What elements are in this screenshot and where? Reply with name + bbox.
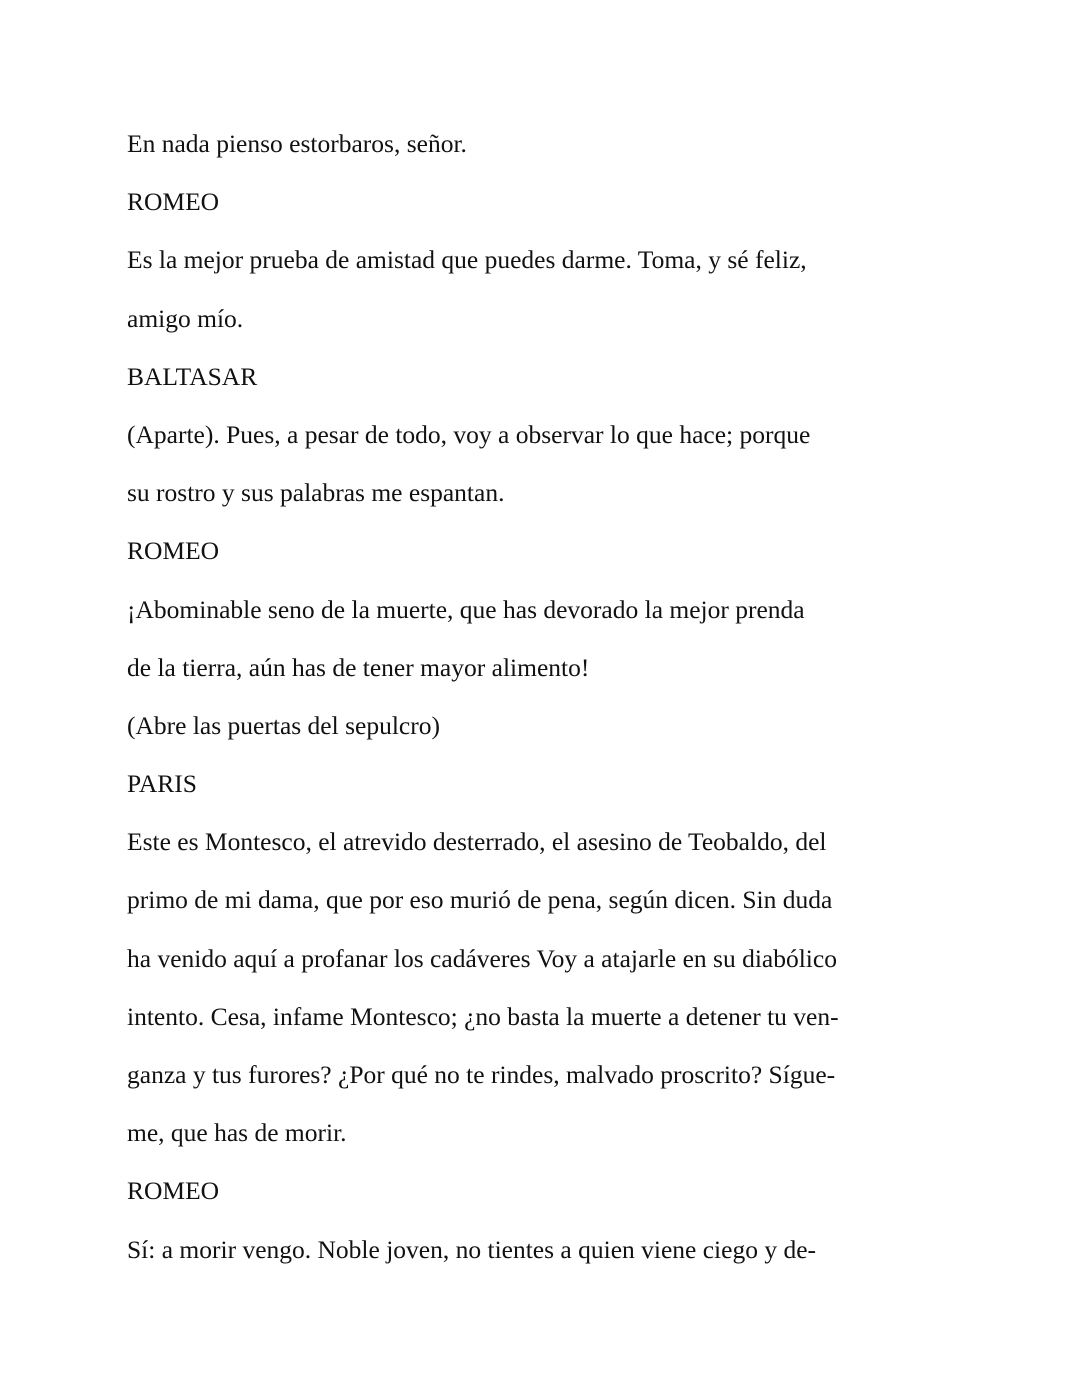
- stage-direction: (Abre las puertas del sepulcro): [127, 710, 440, 740]
- dialogue-line: Es la mejor prueba de amistad que puedes darme. Toma, y sé feliz,: [127, 245, 807, 275]
- dialogue-line: ha venido aquí a profanar los cadáveres Voy a atajarle en su diabólico: [127, 943, 837, 973]
- dialogue-line: de la tierra, aún has de tener mayor alimento!: [127, 652, 590, 682]
- speaker-name: PARIS: [127, 769, 197, 799]
- dialogue-line: ¡Abominable seno de la muerte, que has devorado la mejor prenda: [127, 594, 805, 624]
- dialogue-line: Sí: a morir vengo. Noble joven, no tientes a quien viene ciego y de-: [127, 1234, 817, 1264]
- speaker-name: ROMEO: [127, 1176, 220, 1206]
- speaker-name: BALTASAR: [127, 361, 258, 391]
- dialogue-line: amigo mío.: [127, 303, 244, 333]
- dialogue-line: En nada pienso estorbaros, señor.: [127, 129, 467, 158]
- dialogue-line: intento. Cesa, infame Montesco; ¿no basta la muerte a detener tu ven-: [127, 1001, 839, 1031]
- speaker-name: ROMEO: [127, 536, 220, 566]
- text-column: [127, 120, 907, 1284]
- dialogue-line: me, que has de morir.: [127, 1118, 347, 1148]
- speaker-name: ROMEO: [127, 187, 220, 217]
- dialogue-line: primo de mi dama, que por eso murió de pena, según dicen. Sin duda: [127, 885, 833, 915]
- dialogue-line: ganza y tus furores? ¿Por qué no te rindes, malvado proscrito? Sígue-: [127, 1060, 836, 1089]
- dialogue-line: (Aparte). Pues, a pesar de todo, voy a observar lo que hace; porque: [127, 419, 811, 449]
- dialogue-line: su rostro y sus palabras me espantan.: [127, 478, 505, 508]
- dialogue-line: Este es Montesco, el atrevido desterrado, el asesino de Teobaldo, del: [127, 827, 827, 857]
